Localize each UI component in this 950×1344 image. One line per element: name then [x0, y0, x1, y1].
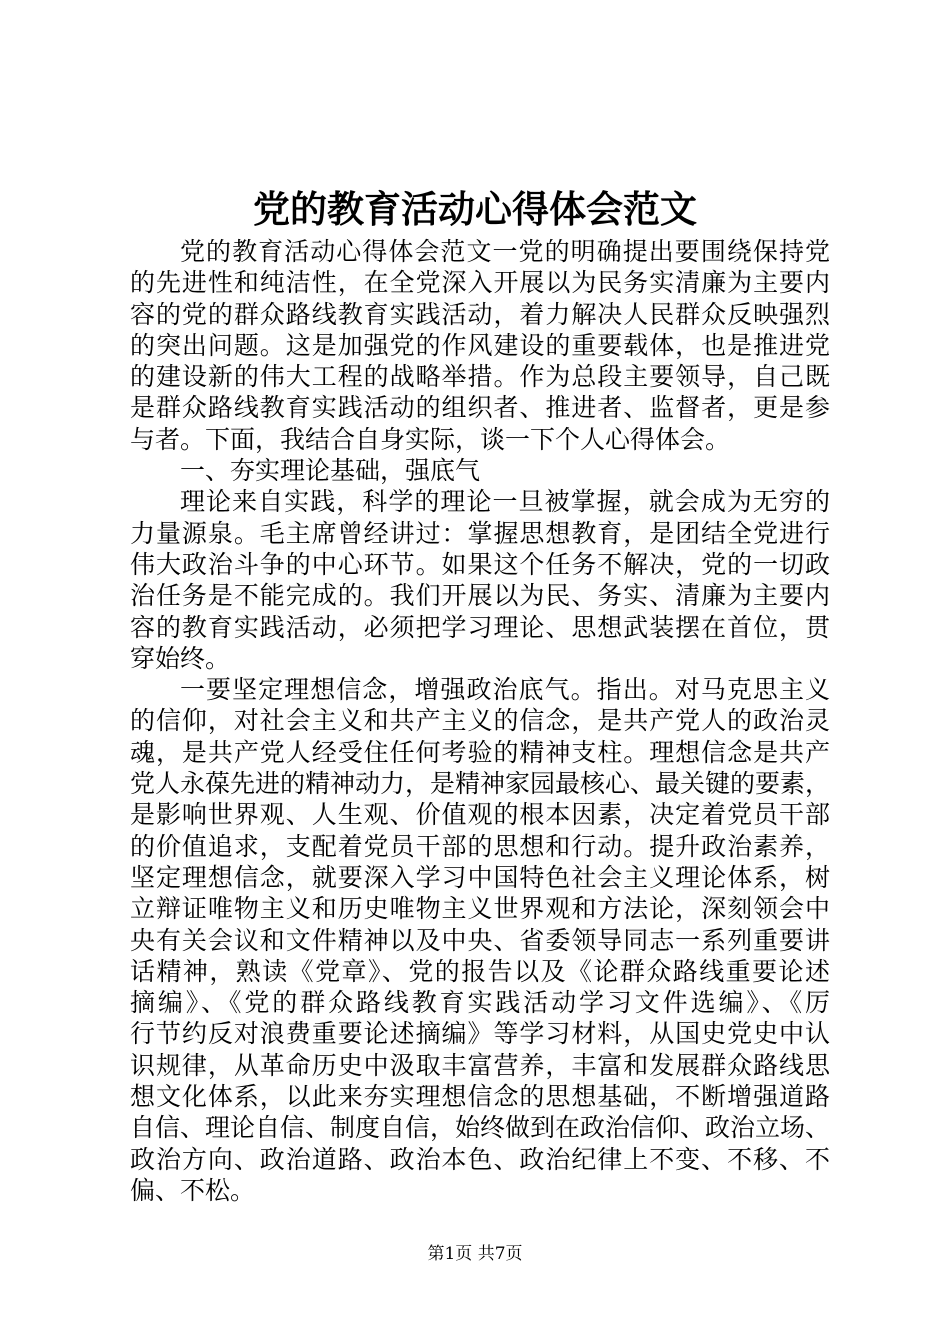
- text-line: 伟大政治斗争的中心环节。如果这个任务不解决，党的一切政: [130, 549, 830, 579]
- text-line: 一、夯实理论基础，强底气: [180, 456, 481, 486]
- text-line: 立辩证唯物主义和历史唯物主义世界观和方法论，深刻领会中: [130, 894, 830, 924]
- text-line: 的建设新的伟大工程的战略举措。作为总段主要领导，自己既: [130, 362, 830, 392]
- text-line: 的信仰，对社会主义和共产主义的信念，是共产党人的政治灵: [130, 706, 830, 736]
- text-line: 央有关会议和文件精神以及中央、省委领导同志一系列重要讲: [130, 925, 830, 955]
- text-line: 话精神，熟读《党章》、党的报告以及《论群众路线重要论述: [130, 956, 830, 986]
- text-line: 治任务是不能完成的。我们开展以为民、务实、清廉为主要内: [130, 581, 830, 611]
- text-line: 的先进性和纯洁性，在全党深入开展以为民务实清廉为主要内: [130, 268, 830, 298]
- text-line: 坚定理想信念，就要深入学习中国特色社会主义理论体系，树: [130, 862, 830, 892]
- text-line: 行节约反对浪费重要论述摘编》等学习材料，从国史党史中认: [130, 1019, 830, 1049]
- text-line: 偏、不松。: [130, 1175, 256, 1205]
- text-line: 自信、理论自信、制度自信，始终做到在政治信仰、政治立场、: [130, 1113, 831, 1143]
- text-line: 识规律，从革命历史中汲取丰富营养，丰富和发展群众路线思: [130, 1050, 830, 1080]
- text-line: 容的教育实践活动，必须把学习理论、思想武装摆在首位，贯: [130, 612, 830, 642]
- text-line: 摘编》、《党的群众路线教育实践活动学习文件选编》、《厉: [130, 988, 830, 1018]
- text-line: 党的教育活动心得体会范文一党的明确提出要围绕保持党: [180, 237, 830, 266]
- text-line: 与者。下面，我结合自身实际，谈一下个人心得体会。: [130, 424, 731, 454]
- paragraph: [130, 455, 830, 486]
- page-footer: 第1页 共7页: [427, 1244, 523, 1264]
- text-line: 的突出问题。这是加强党的作风建设的重要载体，也是推进党: [130, 330, 830, 360]
- text-line: 是影响世界观、人生观、价值观的根本因素，决定着党员干部: [130, 800, 830, 830]
- text-line: 的价值追求，支配着党员干部的思想和行动。提升政治素养，: [130, 831, 830, 861]
- paragraph: [130, 674, 830, 1206]
- text-line: 一要坚定理想信念，增强政治底气。指出。对马克思主义: [180, 675, 830, 705]
- text-line: 容的党的群众路线教育实践活动，着力解决人民群众反映强烈: [130, 299, 830, 329]
- text-line: 理论来自实践，科学的理论一旦被掌握，就会成为无穷的: [180, 487, 830, 517]
- text-line: 穿始终。: [130, 643, 231, 673]
- text-line: 魂，是共产党人经受住任何考验的精神支柱。理想信念是共产: [130, 737, 830, 767]
- paragraph: [130, 486, 830, 674]
- text-line: 政治方向、政治道路、政治本色、政治纪律上不变、不移、不: [130, 1144, 830, 1174]
- document-body: [130, 236, 830, 1206]
- paragraph: [130, 236, 830, 455]
- text-line: 党人永葆先进的精神动力，是精神家园最核心、最关键的要素，: [130, 769, 831, 799]
- text-line: 想文化体系，以此来夯实理想信念的思想基础，不断增强道路: [130, 1082, 830, 1112]
- text-line: 是群众路线教育实践活动的组织者、推进者、监督者，更是参: [130, 393, 830, 423]
- text-line: 力量源泉。毛主席曾经讲过：掌握思想教育，是团结全党进行: [130, 518, 830, 548]
- page-title: 党的教育活动心得体会范文: [253, 187, 697, 231]
